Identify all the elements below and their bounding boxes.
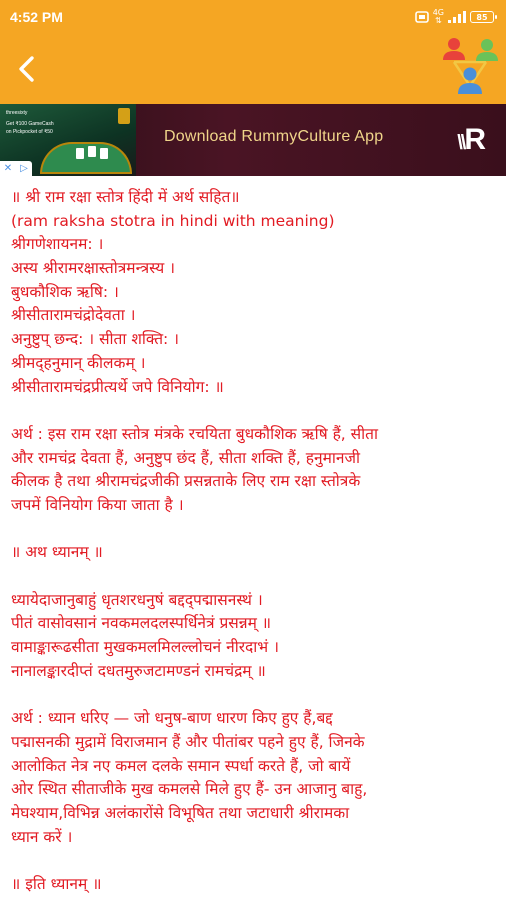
verse-line: अस्य श्रीरामरक्षास्तोत्रमन्त्रस्य । [11,259,175,278]
section-heading: ॥ अथ ध्यानम् ॥ [11,543,103,562]
meaning-line: अर्थ : ध्यान धरिए — जो धनुष-बाण धारण किए हुए हैं,बद्द [11,709,333,728]
spacer [11,399,501,423]
chevron-left-icon [17,55,35,83]
ad-headline[interactable]: Download RummyCulture App [164,128,384,145]
verse-line: श्रीसीतारामचंद्रप्रीत्यर्थे जपे विनियोग: ॥ [11,377,224,396]
verse-line: नानालङ्कारदीप्तं दधतमुरुजटामण्डनं रामचंद्रम् ॥ [11,661,266,680]
ad-logo-stripes-icon: \\ [457,132,465,154]
status-bar [0,0,506,34]
ad-badge-icon [118,108,130,124]
network-type: 4G [432,8,444,17]
ad-offer-line1: Get ₹100 GameCash [6,121,54,127]
spacer [11,683,501,707]
back-button[interactable] [6,49,46,89]
alarm-icon [415,11,429,23]
app-bar [0,34,506,104]
subtitle-line: (ram raksha stotra in hindi with meaning) [11,211,335,230]
meaning-line: ओर स्थित सीताजीके मुख कमलसे मिले हुए हैं- उन आजानु बाहु, [11,780,368,799]
ad-logo-text: R [464,123,486,156]
verse-line: पीतं वासोवसानं नवकमलदलस्पर्धिनेत्रं प्रसन्नम् ॥ [11,614,272,633]
verse-line: श्रीसीतारामचंद्रोदेवता । [11,306,136,325]
ad-logo[interactable] [457,125,486,158]
ad-controls [0,161,32,176]
ad-card-icon [100,148,108,159]
network-label [433,9,444,25]
meaning-line: पद्मासनकी मुद्रामें विराजमान हैं और पीतांबर पहने हुए हैं, जिनके [11,732,365,751]
ad-card-icon [88,146,96,157]
meaning-line: कीलक है तथा श्रीरामचंद्रजीकी प्रसन्नताके लिए राम रक्षा स्तोत्रके [11,472,361,491]
ad-banner[interactable] [0,104,506,176]
verse-line: वामाङ्कारूढसीता मुखकमलमिलल्लोचनं नीरदाभं । [11,638,279,657]
spacer [11,849,501,873]
verse-line: श्रीमद्हनुमान् कीलकम् । [11,353,146,372]
ad-close-icon[interactable]: ✕ [3,163,13,174]
status-icons [415,9,494,25]
spacer [11,565,501,589]
verse-line: अनुष्टुप् छन्द: । सीता शक्ति: । [11,330,180,349]
ad-card-icon [76,148,84,159]
spacer [11,518,501,542]
section-heading: ॥ इति ध्यानम् ॥ [11,874,102,893]
title-line: ॥ श्री राम रक्षा स्तोत्र हिंदी में अर्थ सहित॥ [11,188,240,206]
status-time: 4:52 PM [10,9,63,25]
ad-offer-line2: on Pickpocket of ₹50 [6,129,53,135]
meaning-line: अर्थ : इस राम रक्षा स्तोत्र मंत्रके रचयिता बुधकौशिक ऋषि हैं, सीता [11,424,379,443]
stotra-content [11,186,501,897]
people-network-icon[interactable] [434,34,506,104]
battery-icon [470,11,494,23]
battery-level: 85 [476,12,488,22]
meaning-line: ध्यान करें । [11,827,73,846]
meaning-line: और रामचंद्र देवता हैं, अनुष्टुप छंद हैं, सीता शक्ति हैं, हनुमानजी [11,448,361,467]
meaning-line: जपमें विनियोग किया जाता है । [11,495,184,514]
verse-line: श्रीगणेशायनम: । [11,235,104,254]
verse-line: ध्यायेदाजानुबाहुं धृतशरधनुषं बद्दद्पद्मासनस्थं । [11,590,263,609]
verse-line: बुधकौशिक ऋषि: । [11,282,119,301]
ad-brand: threesixty [6,110,28,116]
meaning-line: मेघश्याम,विभिन्न अलंकारोंसे विभूषित तथा जटाधारी श्रीरामका [11,803,350,822]
meaning-line: आलोकित नेत्र नए कमल दलके समान स्पर्धा करते हैं, जो बायें [11,756,351,775]
network-arrows: ⇅ [435,16,442,25]
ad-card-table [40,142,132,174]
signal-icon [448,11,466,23]
ad-choices-icon[interactable]: ▷ [20,163,28,174]
